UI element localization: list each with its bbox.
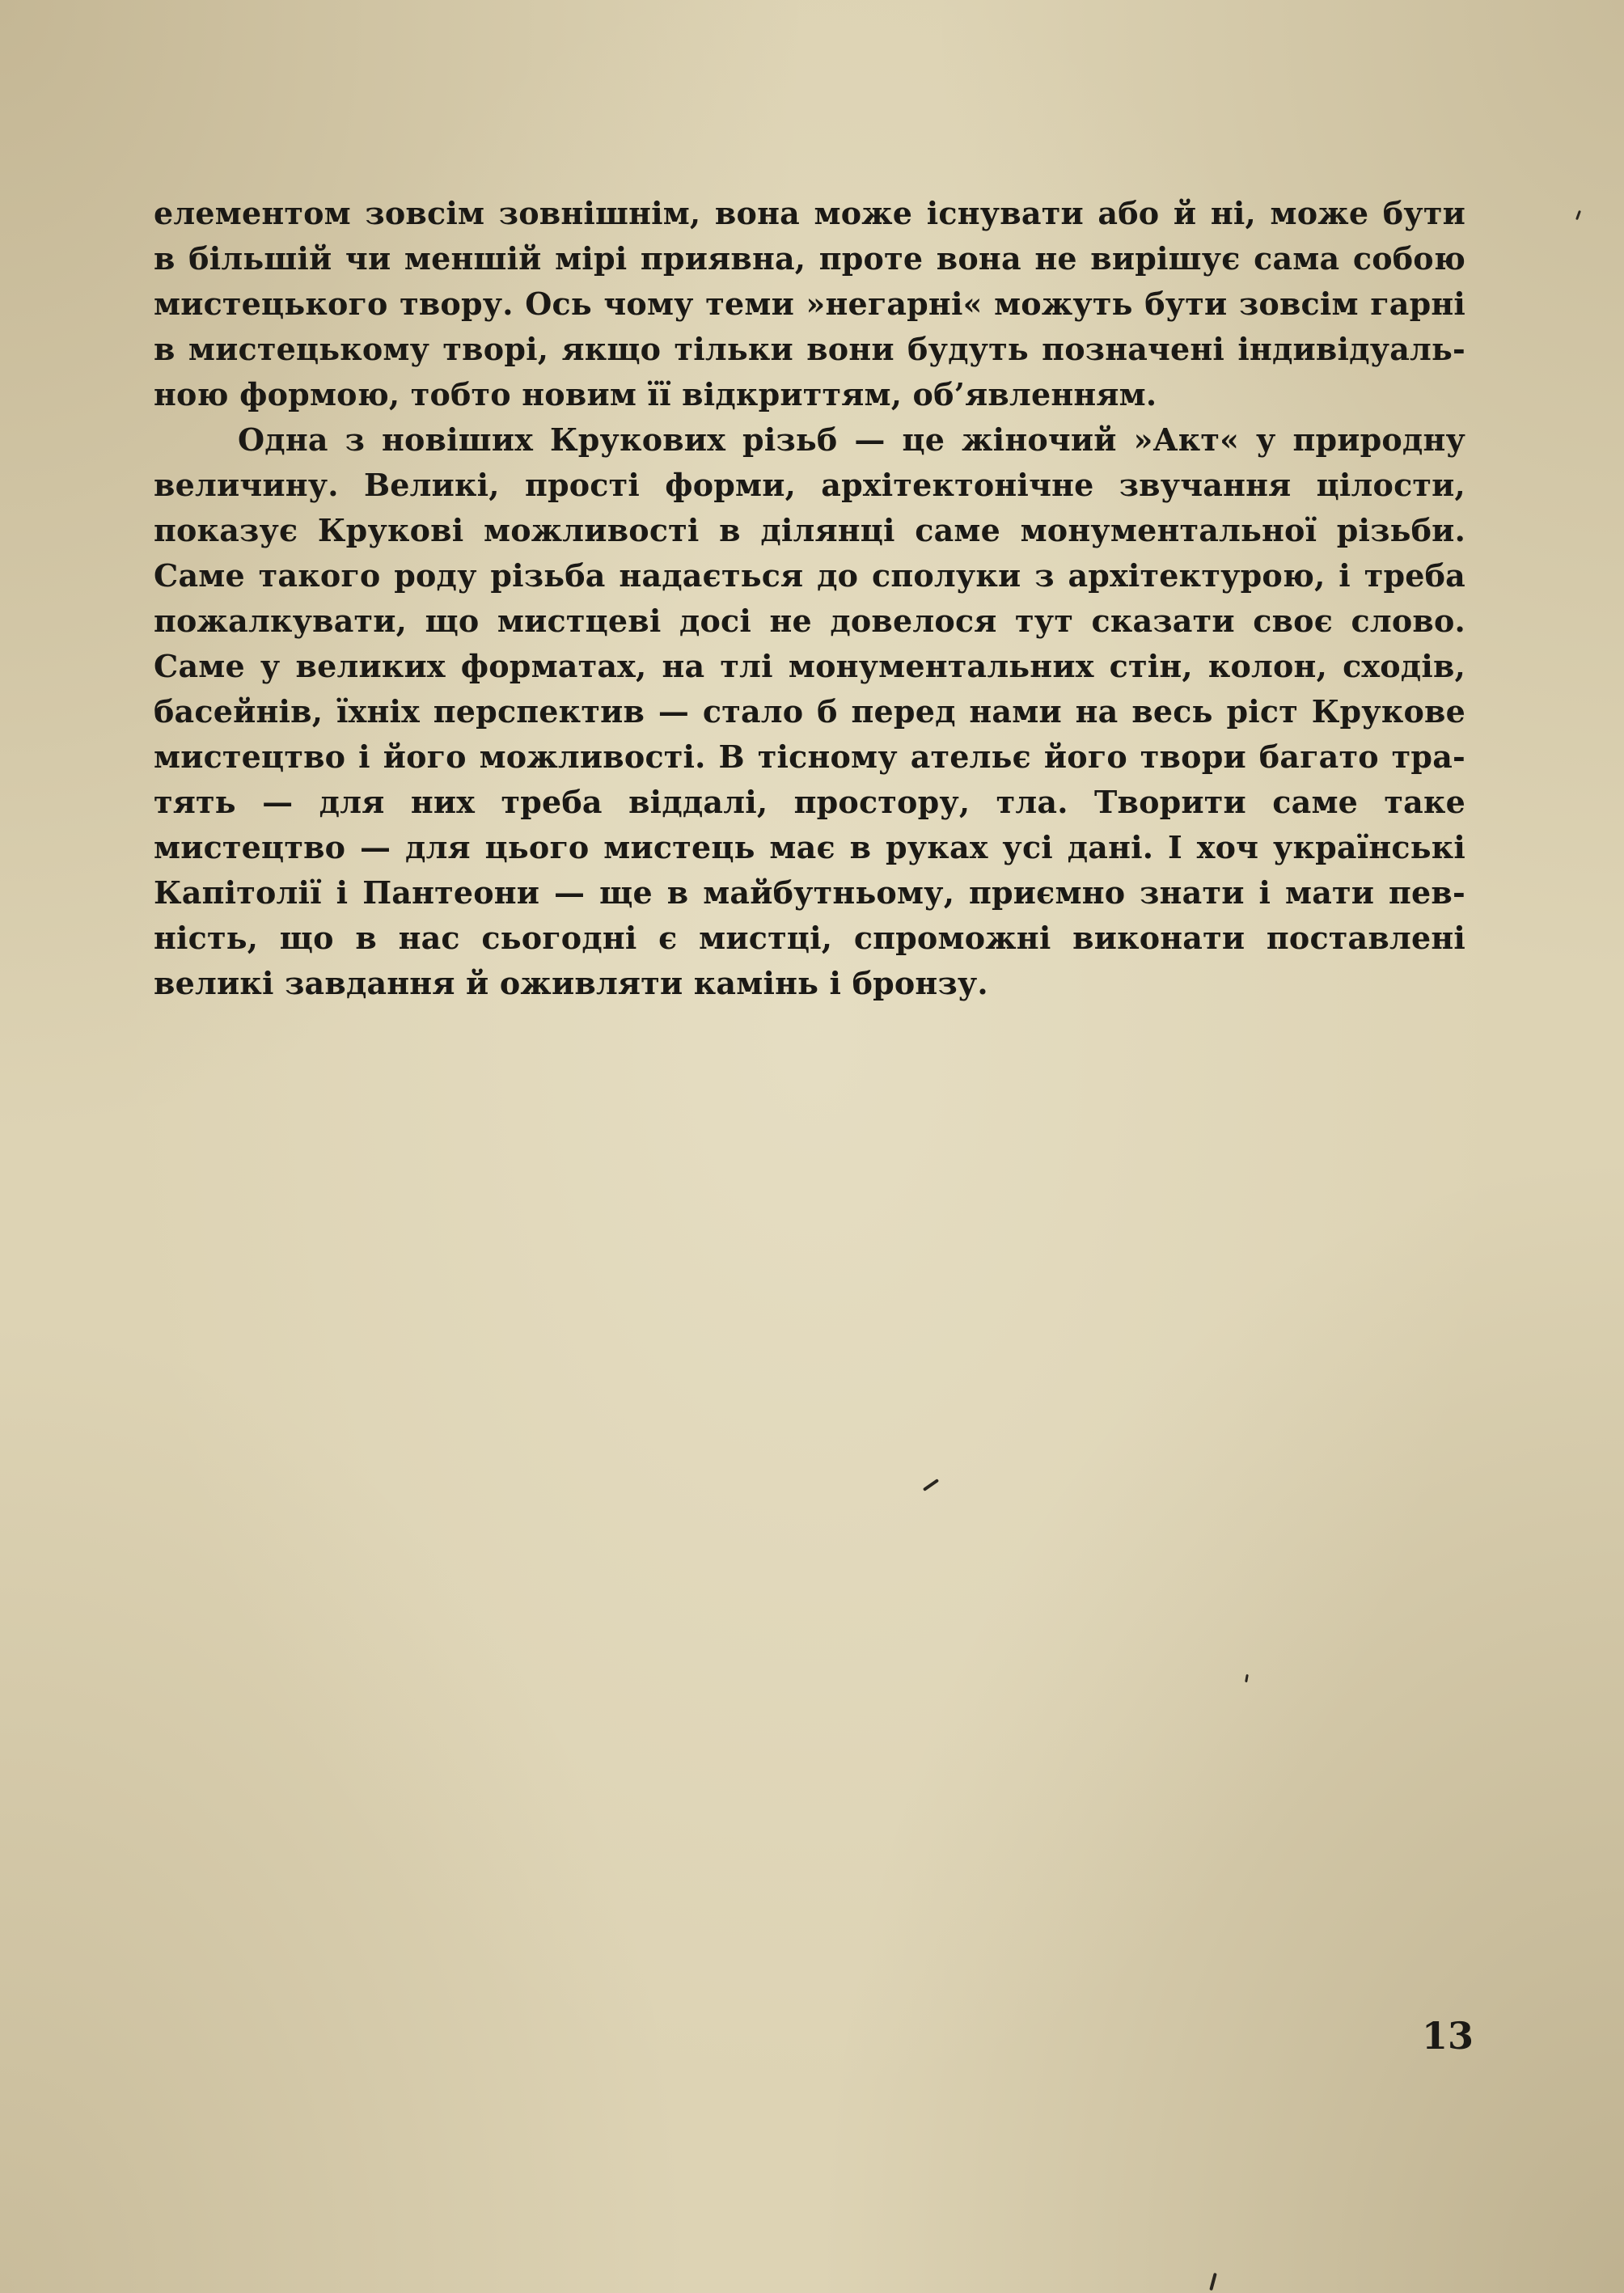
- text-line: Саме у великих форматах, на тлі монументальних стін, колон, сходів,: [154, 648, 1465, 684]
- text-line: пожалкувати, що мистцеві досі не довелося тут сказати своє слово.: [154, 603, 1465, 639]
- text-line: елементом зовсім зовнішнім, вона може існувати або й ні, може бути: [154, 195, 1465, 231]
- paper-speck: [1245, 1674, 1249, 1682]
- text-line: ність, що в нас сьогодні є мистці, спроможні виконати поставлені: [154, 920, 1465, 956]
- body-text: [154, 191, 1465, 1006]
- text-line: мистецтво і його можливості. В тісному ательє його твори багато тра-: [154, 738, 1465, 775]
- paper-speck: [1209, 2273, 1217, 2291]
- text-line: мистецтво — для цього мистець має в руках усі дані. І хоч українські: [154, 829, 1465, 865]
- paper-speck: [1575, 210, 1581, 220]
- paragraph-first-line: Одна з новіших Крукових різьб — це жіночий »Акт« у природну: [238, 421, 1465, 458]
- text-line: величину. Великі, прості форми, архітектонічне звучання цілости,: [154, 467, 1465, 503]
- text-line: Саме такого роду різьба надається до сполуки з архітектурою, і треба: [154, 557, 1465, 594]
- paper-speck: [923, 1479, 939, 1491]
- text-line: великі завдання й оживляти камінь і бронзу.: [154, 965, 988, 1001]
- text-line: показує Крукові можливості в ділянці саме монументальної різьби.: [154, 512, 1465, 548]
- page-number: 13: [1422, 2014, 1474, 2058]
- text-line: ною формою, тобто новим її відкриттям, об’явленням.: [154, 376, 1157, 412]
- text-line: тять — для них треба віддалі, простору, тла. Творити саме таке: [154, 784, 1465, 820]
- text-line: мистецького твору. Ось чому теми »негарні« можуть бути зовсім гарні: [154, 286, 1465, 322]
- text-line: в більшій чи меншій мірі приявна, проте вона не вирішує сама собою: [154, 240, 1465, 277]
- text-line: в мистецькому творі, якщо тільки вони будуть позначені індивідуаль-: [154, 331, 1465, 367]
- text-line: басейнів, їхніх перспектив — стало б перед нами на весь ріст Крукове: [154, 693, 1465, 730]
- text-line: Капітолії і Пантеони — ще в майбутньому, приємно знати і мати пев-: [154, 874, 1465, 911]
